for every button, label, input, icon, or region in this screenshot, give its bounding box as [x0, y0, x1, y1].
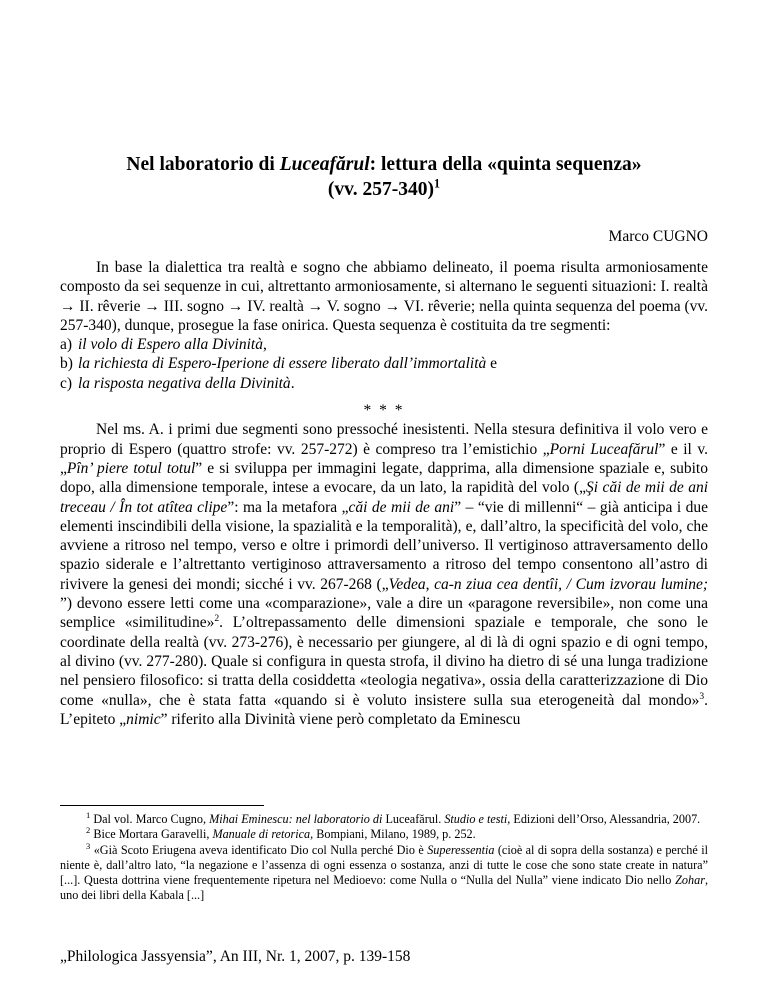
segment-tail: .: [290, 374, 295, 392]
journal-citation: „Philologica Jassyensia”, An III, Nr. 1, 2007, p. 139-158: [60, 948, 411, 965]
footnote-ref[interactable]: 2: [214, 613, 220, 625]
section-separator: * * *: [363, 402, 405, 420]
title-verses: (vv. 257-340): [327, 179, 435, 200]
footnote-number: 3: [86, 840, 91, 851]
segment-tail: e: [486, 355, 498, 373]
intro-paragraph: In base la dialettica tra realtà e sogno che abbiamo delineato, il poema risulta armoniosamente composto da sei sequenze in cui, altrettanto armoniosamente, si alternano le seguenti situazioni: I. realtà → II. rêverie → III. sogno → IV. realtà → V. sogno → VI. rêverie; nella quinta sequenza del poema (vv. 257-340), dunque, prosegue la fase onirica. Questa sequenza è costituita da tre segmenti:: [60, 259, 708, 334]
article-title: [60, 152, 708, 202]
footnote-divider: [60, 805, 264, 806]
list-marker: a): [60, 336, 73, 354]
segment-text: la risposta negativa della Divinità: [78, 374, 291, 392]
footnote: $^1$ Dal vol. Marco Cugno, Mihai Eminescu: nel laboratorio di Luceafărul. Studio e testi, Edizioni dell’Orso, Alessandria, 2007.: [86, 809, 701, 826]
footnote-number: 1: [86, 809, 91, 820]
quote-italic: Pîn’ piere totul totul: [66, 459, 196, 477]
segment-text: il volo di Espero alla Divinità: [78, 336, 263, 354]
list-item: [60, 374, 708, 393]
title-italic: Luceafărul: [279, 154, 370, 175]
list-marker: c): [60, 374, 73, 392]
quote-italic: Porni Luceafărul: [549, 440, 659, 458]
quote-italic: căi de mii de ani: [348, 498, 455, 516]
list-marker: b): [60, 355, 73, 373]
footnote-ref[interactable]: 3: [699, 690, 705, 702]
title-line-1: [60, 152, 708, 177]
quote-italic: nimic: [126, 710, 161, 728]
title-text: Nel laboratorio di: [126, 154, 280, 175]
article-body: [60, 258, 708, 729]
quote-italic: Vedea, ca-n ziua cea dentîi, / Cum izvorau lumine;: [388, 575, 708, 593]
segment-list: [60, 335, 708, 393]
author-name: Marco CUGNO: [608, 228, 708, 245]
footnote: $^3$ «Già Scoto Eriugena aveva identificato Dio col Nulla perché Dio è Superessentia (cioè al di sopra della sostanza) e perché il niente è, dall’altro lato, “la negazione e l’assenza di ogni essenza o sostanza, anzi di tutte le cose che sono state create in natura” [...]. Questa dottrina viene frequentemente ripetura nel Medioevo: come Nulla o “Nulla del Nulla” viene indicato Dio nello Zohar, uno dei libri della Kabala [...]: [60, 840, 709, 903]
title-text: : lettura della «quinta sequenza»: [369, 154, 642, 175]
segment-tail: ,: [262, 336, 267, 354]
segment-text: la richiesta di Espero-Iperione di essere liberato dall’immortalità: [78, 355, 487, 373]
footnote: $^2$ Bice Mortara Garavelli, Manuale di retorica, Bompiani, Milano, 1989, p. 252.: [86, 825, 476, 842]
footnote-ref[interactable]: 1: [434, 176, 441, 191]
list-item: [60, 335, 708, 354]
quote-italic: Şi căi de mii de ani treceau / În tot atîtea clipe: [60, 479, 708, 516]
body-paragraph: Nel ms. A. i primi due segmenti sono pressoché inesistenti. Nella stesura definitiva il volo vero e proprio di Espero (quattro strofe: vv. 257-272) è compreso tra l’emistichio „Porni Luceafărul” e il v. „Pîn’ piere totul totul” e si sviluppa per immagini legate, dapprima, alla dimensione spaziale e, subito dopo, alla dimensione temporale, intese a evocare, da un lato, la rapidità del volo („Şi căi de mii de ani treceau / În tot atîtea clipe”: ma la metafora „căi de mii de ani” – “vie di millenni“ – già anticipa i due elementi inscindibili della visione, la spazialità e la temporalità), e, dall’altro, la specificità del volo, che avviene a ritroso nel tempo, verso e oltre i primordi dell’universo. Il vertiginoso attraversamento dello spazio siderale e l’altrettanto vertiginoso attraversamento a ritroso del tempo consentono all’astro di rivivere la genesi dei mondi; sicché i vv. 267-268 („Vedea, ca-n ziua cea dentîi, / Cum izvorau lumine; ”) devono essere letti come una «comparazione», vale a dire un «paragone reversibile», non come una semplice «similitudine»$^2$. L’oltrepassamento delle dimensioni spaziale e temporale, che sono le coordinate della realtà (vv. 273-276), è necessario per giungere, al di là di ogni spazio e di ogni tempo, al divino (vv. 277-280). Quale si configura in questa strofa, il divino ha dietro di sé una lunga tradizione nel pensiero filosofico: si tratta della cosiddetta «teologia negativa», ossia della caratterizzazione di Dio come «nulla», che è stata fatta «quando si è voluto insistere sulla sua eterogeneità dal mondo»$^3$. L’epiteto „nimic” riferito alla Divinità viene però completato da Eminescu: [60, 421, 709, 728]
footnote-number: 2: [86, 825, 91, 836]
list-item: [60, 354, 708, 373]
title-line-2: [60, 177, 708, 202]
footnotes: [60, 809, 709, 904]
